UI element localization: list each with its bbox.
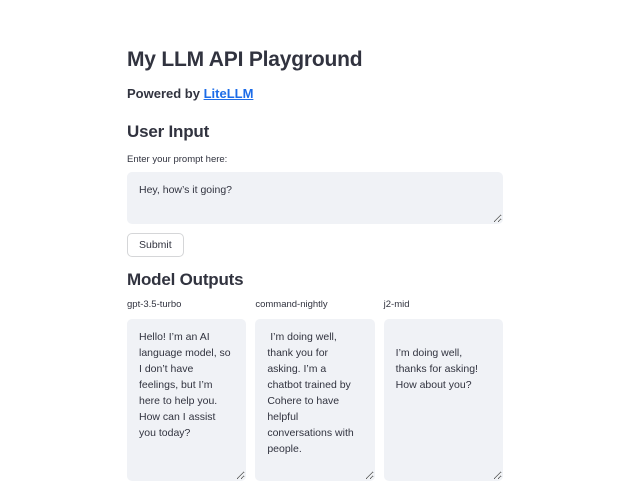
litellm-link[interactable]: LiteLLM xyxy=(203,86,254,101)
page-title: My LLM API Playground xyxy=(127,48,363,71)
submit-button[interactable]: Submit xyxy=(127,233,184,257)
prompt-label: Enter your prompt here: xyxy=(127,154,228,165)
model-output-command-nightly[interactable] xyxy=(255,319,374,481)
user-input-heading: User Input xyxy=(127,122,210,141)
app-container xyxy=(127,0,503,481)
model-outputs-heading: Model Outputs xyxy=(127,270,244,289)
model-name-label: command-nightly xyxy=(255,299,328,310)
prompt-input[interactable] xyxy=(127,172,503,224)
model-output-gpt-3-5-turbo[interactable] xyxy=(127,319,246,481)
model-name-label: gpt-3.5-turbo xyxy=(127,299,182,310)
model-name-label: j2-mid xyxy=(383,299,410,310)
powered-by-line xyxy=(127,86,503,102)
model-outputs-row xyxy=(127,299,503,481)
powered-by-text: Powered by xyxy=(127,86,204,101)
model-output-column-command-nightly xyxy=(255,299,374,481)
model-output-column-j2-mid xyxy=(384,299,503,481)
model-output-column-gpt-3-5-turbo xyxy=(127,299,246,481)
model-output-j2-mid[interactable] xyxy=(384,319,503,481)
